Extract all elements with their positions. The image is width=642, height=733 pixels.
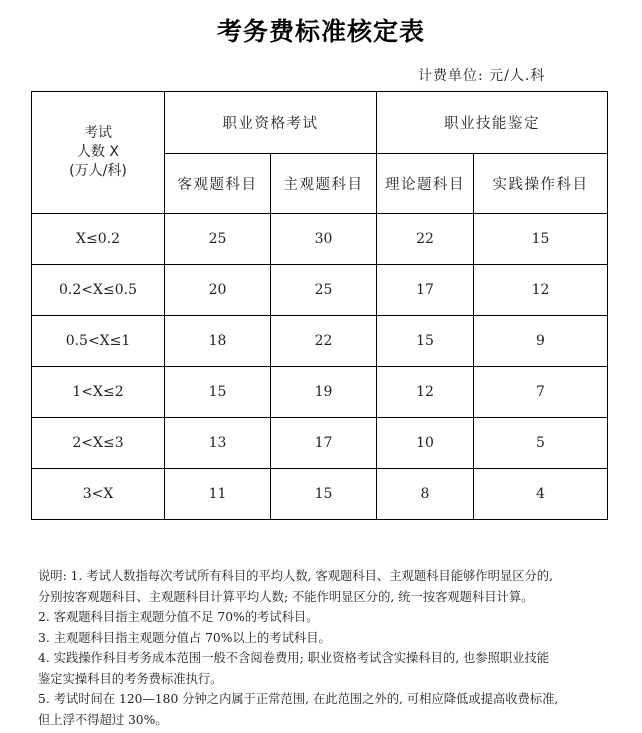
header-objective-subject: 客观题科目 [165, 154, 271, 214]
table-row [32, 367, 608, 418]
cell-practical: 5 [474, 418, 608, 469]
header-practical-subject: 实践操作科目 [474, 154, 608, 214]
cell-objective: 15 [165, 367, 271, 418]
row-range: X≤0.2 [32, 214, 165, 265]
cell-theory: 17 [377, 265, 474, 316]
cell-objective: 11 [165, 469, 271, 520]
fee-standard-table [31, 91, 608, 520]
row-range: 3<X [32, 469, 165, 520]
header-exam-count-line-3: (万人/科) [69, 163, 127, 179]
document-title: 考务费标准核定表 [216, 17, 425, 46]
cell-theory: 15 [377, 316, 474, 367]
cell-theory: 8 [377, 469, 474, 520]
row-range: 0.5<X≤1 [32, 316, 165, 367]
cell-objective: 13 [165, 418, 271, 469]
table-row [32, 316, 608, 367]
cell-practical: 7 [474, 367, 608, 418]
cell-theory: 10 [377, 418, 474, 469]
header-vocational-skill-appraisal: 职业技能鉴定 [377, 92, 608, 154]
cell-subjective: 19 [271, 367, 377, 418]
note-line: 说明: 1. 考试人数指每次考试所有科目的平均人数, 客观题科目、主观题科目能够作明显区分的, [38, 569, 553, 583]
cell-practical: 15 [474, 214, 608, 265]
note-line: 5. 考试时间在 120—180 分钟之内属于正常范围, 在此范围之外的, 可相应降低或提高收费标准, [38, 692, 559, 706]
cell-theory: 12 [377, 367, 474, 418]
cell-objective: 25 [165, 214, 271, 265]
cell-objective: 20 [165, 265, 271, 316]
table-row [32, 418, 608, 469]
header-vocational-qualification-exam: 职业资格考试 [165, 92, 377, 154]
note-line: 2. 客观题科目指主观题分值不足 70%的考试科目。 [38, 610, 319, 624]
cell-subjective: 30 [271, 214, 377, 265]
note-line: 3. 主观题科目指主观题分值占 70%以上的考试科目。 [38, 630, 331, 645]
table-header-row-1 [32, 92, 608, 154]
row-range: 2<X≤3 [32, 418, 165, 469]
header-exam-count-line-2: 人数 X [76, 144, 120, 160]
header-subjective-subject: 主观题科目 [271, 154, 377, 214]
table-row [32, 214, 608, 265]
header-theory-subject: 理论题科目 [377, 154, 474, 214]
cell-practical: 9 [474, 316, 608, 367]
cell-subjective: 25 [271, 265, 377, 316]
billing-unit-label: 计费单位: 元/人.科 [418, 68, 546, 84]
cell-practical: 12 [474, 265, 608, 316]
cell-subjective: 22 [271, 316, 377, 367]
cell-objective: 18 [165, 316, 271, 367]
explanatory-notes [38, 566, 613, 730]
header-exam-count-line-1: 考试 [84, 125, 112, 141]
row-range: 1<X≤2 [32, 367, 165, 418]
cell-subjective: 15 [271, 469, 377, 520]
table-row [32, 469, 608, 520]
header-exam-count [32, 92, 165, 214]
note-line: 4. 实践操作科目考务成本范围一般不含阅卷费用; 职业资格考试含实操科目的, 也参照职业技能 [38, 651, 550, 665]
note-line: 鉴定实操科目的考务费标准执行。 [38, 671, 223, 686]
note-line: 但上浮不得超过 30%。 [38, 712, 168, 727]
cell-practical: 4 [474, 469, 608, 520]
cell-theory: 22 [377, 214, 474, 265]
table-row [32, 265, 608, 316]
row-range: 0.2<X≤0.5 [32, 265, 165, 316]
cell-subjective: 17 [271, 418, 377, 469]
note-line: 分别按客观题科目、主观题科目计算平均人数; 不能作明显区分的, 统一按客观题科目计算。 [38, 589, 534, 604]
